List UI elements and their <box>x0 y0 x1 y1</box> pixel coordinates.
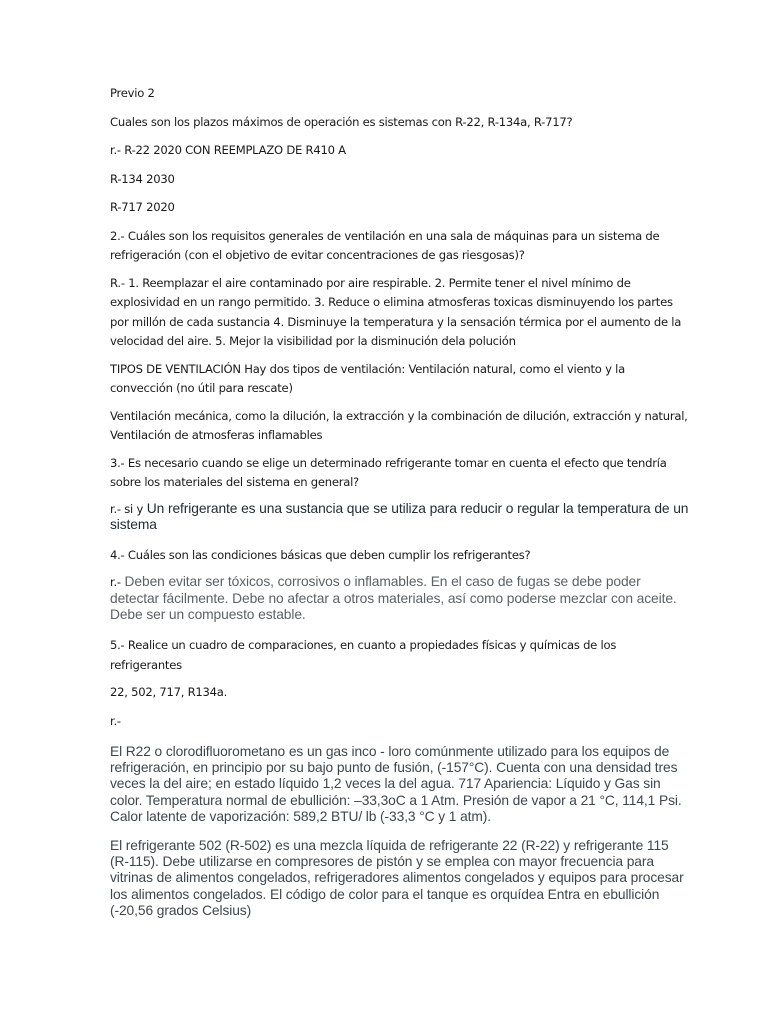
answer-4-text: Deben evitar ser tóxicos, corrosivos o inflamables. En el caso de fugas se debe poder detectar fácilmente. Debe no afectar a otros materiales, así como poderse mezclar con aceite. Debe ser un compuesto estable. <box>110 574 677 622</box>
answer-5-label: r.- <box>110 713 121 728</box>
question-3: 3.- Es necesario cuando se elige un determinado refrigerante tomar en cuenta el efecto que tendría sobre los materiales del sistema en general? <box>110 455 667 489</box>
answer-1-line-2: R-134 2030 <box>110 171 175 186</box>
answer-4-prefix: r.- <box>110 575 121 590</box>
answer-1-line-1: r.- R-22 2020 CON REEMPLAZO DE R410 A <box>110 143 346 157</box>
ventilation-types: TIPOS DE VENTILACIÓN Hay dos tipos de ventilación: Ventilación natural, como el viento y la convección (no útil para rescate) <box>110 361 625 395</box>
answer-3 <box>110 501 690 533</box>
document-title: Previo 2 <box>110 86 155 100</box>
answer-2: R.- 1. Reemplazar el aire contaminado por aire respirable. 2. Permite tener el nivel mínimo de explosividad en un rango permitido. 3. Reduce o elimina atmosferas toxicas disminuyendo los partes por millón de cada sustancia 4. Disminuye la temperatura y la sensación térmica por el aumento de la velocidad del aire. 5. Mejor la visibilidad por la disminución dela polución <box>110 275 682 348</box>
r502-paragraph: El refrigerante 502 (R-502) es una mezcla líquida de refrigerante 22 (R-22) y refrigerante 115 (R-115). Debe utilizarse en compresores de pistón y se emplea con mayor frecuencia para vitrinas de alimentos congelados, refrigeradores alimentos congelados y equipos para procesar los alimentos congelados. El código de color para el tanque es orquídea Entra en ebullición (-20,56 grados Celsius) <box>110 838 684 918</box>
answer-4 <box>110 574 690 623</box>
answer-1-line-3: R-717 2020 <box>110 200 175 214</box>
question-4: 4.- Cuáles son las condiciones básicas que deben cumplir los refrigerantes? <box>110 547 531 562</box>
r22-paragraph: El R22 o clorodifluorometano es un gas inco - loro comúnmente utilizado para los equipos de refrigeración, en principio por su bajo punto de fusión, (-157°C). Cuenta con una densidad tres veces la del aire; en estado líquido 1,2 veces la del agua. 717 Apariencia: Líquido y Gas sin color. Temperatura normal de ebullición: –33,3oC a 1 Atm. Presión de vapor a 21 °C, 114,1 Psi. Calor latente de vaporización: 589,2 BTU/ lb (-33,3 °C y 1 atm). <box>110 744 682 824</box>
ventilation-mechanical: Ventilación mecánica, como la dilución, la extracción y la combinación de dilución, extracción y natural, Ventilación de atmosferas inflamables <box>110 408 688 442</box>
answer-3-text: Un refrigerante es una sustancia que se utiliza para reducir o regular la temperatura de un sistema <box>110 500 689 532</box>
refrigerant-list: 22, 502, 717, R134a. <box>110 685 228 700</box>
question-1: Cuales son los plazos máximos de operación es sistemas con R-22, R-134a, R-717? <box>110 114 573 129</box>
question-5: 5.- Realice un cuadro de comparaciones, en cuanto a propiedades físicas y químicas de los refrigerantes <box>110 638 617 672</box>
answer-3-prefix: r.- si y <box>110 501 144 516</box>
document-page <box>110 84 690 929</box>
question-2: 2.- Cuáles son los requisitos generales de ventilación en una sala de máquinas para un sistema de refrigeración (con el objetivo de evitar concentraciones de gas riesgosas)? <box>110 228 660 262</box>
